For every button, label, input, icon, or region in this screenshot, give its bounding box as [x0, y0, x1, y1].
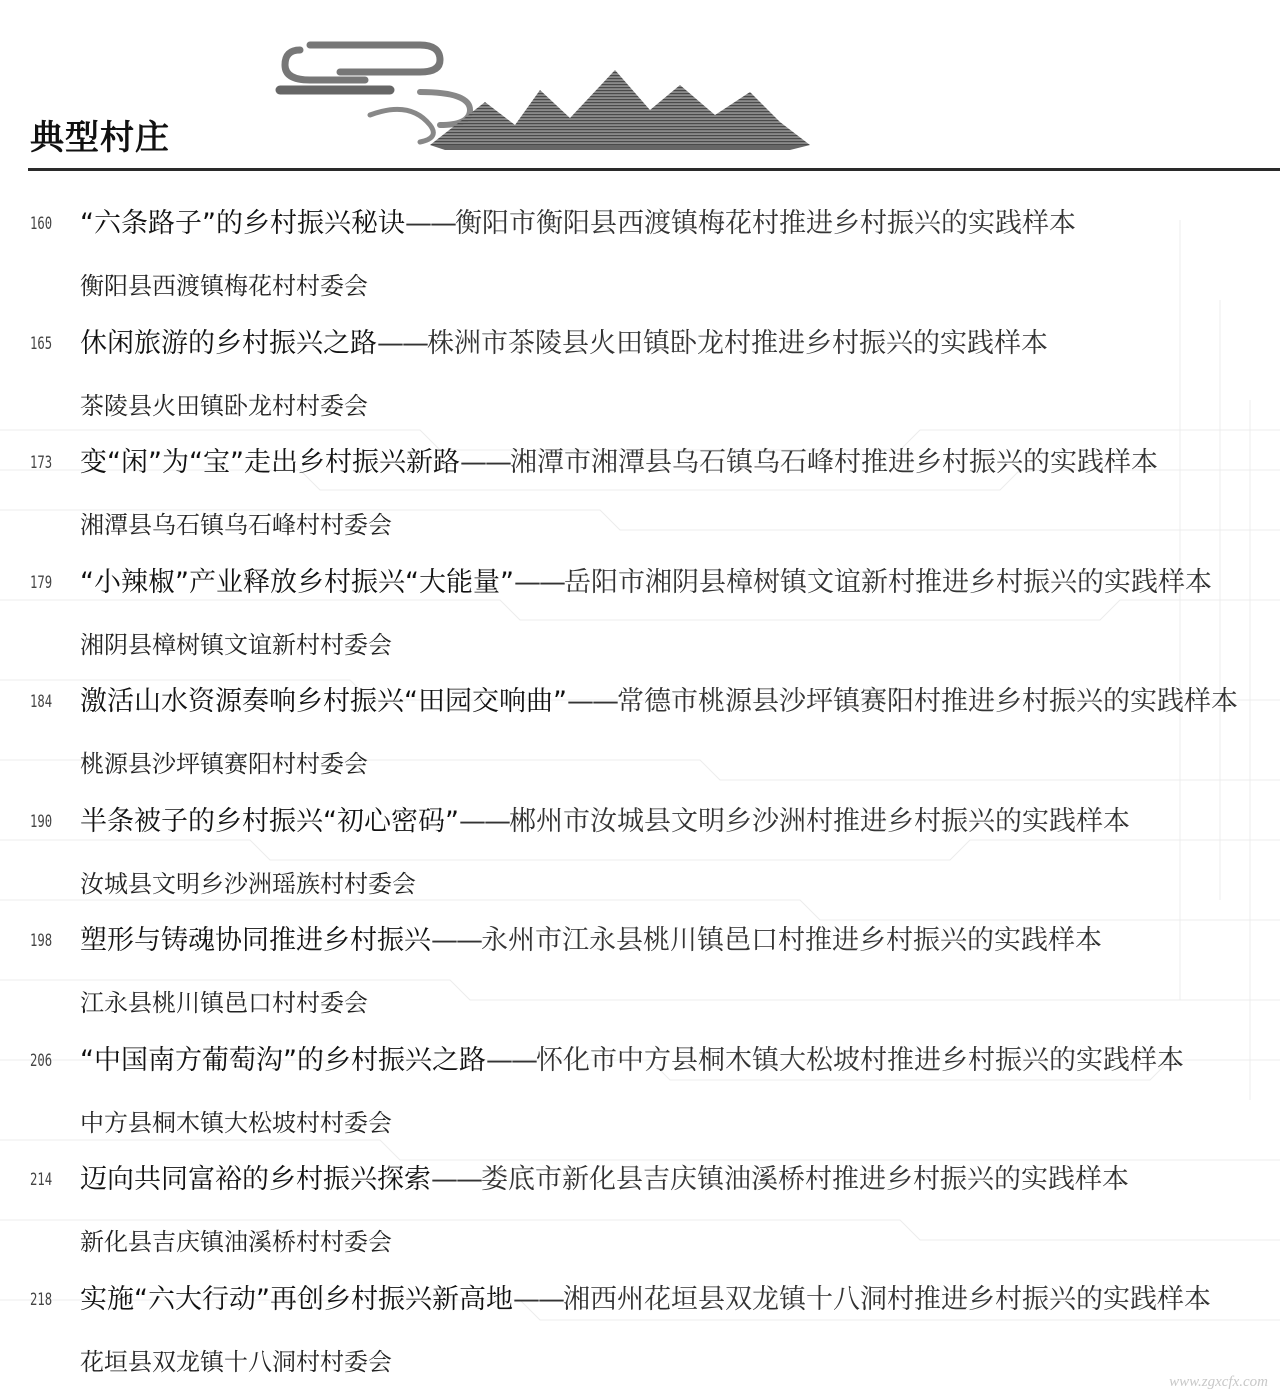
toc-entry[interactable] — [0, 798, 1280, 918]
toc-entry[interactable] — [0, 200, 1280, 320]
entry-title — [80, 1282, 1211, 1318]
entry-title — [80, 804, 1130, 840]
section-title: 典型村庄 — [30, 118, 170, 158]
entry-subtitle: 株洲市茶陵县火田镇卧龙村推进乡村振兴的实践样本 — [427, 327, 1048, 359]
page-number: 184 — [30, 692, 53, 712]
entry-title — [80, 206, 1076, 242]
entry-title — [80, 1043, 1184, 1079]
mountain-range-icon — [430, 70, 810, 150]
entry-main-title: 塑形与铸魂协同推进乡村振兴 — [80, 925, 431, 956]
entry-author: 中方县桐木镇大松坡村村委会 — [80, 1108, 392, 1137]
page-number: 206 — [30, 1050, 53, 1071]
entry-main-title: “中国南方葡萄沟”的乡村振兴之路 — [80, 1044, 486, 1076]
entry-author: 衡阳县西渡镇梅花村村委会 — [80, 272, 368, 300]
entry-subtitle: 娄底市新化县吉庆镇油溪桥村推进乡村振兴的实践样本 — [481, 1164, 1129, 1195]
watermark: www.zgxcfx.com — [1169, 1374, 1268, 1390]
page-number: 198 — [30, 931, 53, 951]
entry-subtitle: 常德市桃源县沙坪镇赛阳村推进乡村振兴的实践样本 — [616, 686, 1238, 717]
header-illustration — [270, 30, 830, 170]
entry-title — [80, 684, 1238, 720]
entry-subtitle: 衡阳市衡阳县西渡镇梅花村推进乡村振兴的实践样本 — [454, 208, 1076, 239]
toc-entry[interactable] — [0, 439, 1280, 559]
entry-main-title: 激活山水资源奏响乡村振兴“田园交响曲” — [80, 686, 567, 717]
entry-title — [80, 1162, 1129, 1198]
entry-author: 茶陵县火田镇卧龙村村委会 — [80, 391, 368, 420]
page-number: 218 — [30, 1289, 53, 1310]
title-separator: —— — [404, 208, 455, 239]
entry-subtitle: 怀化市中方县桐木镇大松坡村推进乡村振兴的实践样本 — [535, 1044, 1184, 1076]
entry-subtitle: 岳阳市湘阴县樟树镇文谊新村推进乡村振兴的实践样本 — [563, 566, 1212, 598]
toc-entry[interactable] — [0, 917, 1280, 1037]
title-separator: —— — [458, 805, 509, 837]
title-separator: —— — [485, 1044, 536, 1076]
page-number: 165 — [30, 333, 53, 354]
page-number: 214 — [30, 1170, 53, 1190]
page-number: 190 — [30, 811, 53, 832]
toc-entry[interactable] — [0, 1037, 1280, 1157]
entry-author: 新化县吉庆镇油溪桥村村委会 — [80, 1228, 392, 1256]
page-number: 160 — [30, 214, 53, 234]
entry-title — [80, 445, 1158, 481]
entry-author: 花垣县双龙镇十八洞村村委会 — [80, 1347, 392, 1376]
toc-entry[interactable] — [0, 320, 1280, 440]
table-of-contents — [0, 200, 1280, 1395]
entry-title — [80, 565, 1212, 601]
toc-entry[interactable] — [0, 678, 1280, 798]
entry-author: 江永县桃川镇邑口村村委会 — [80, 989, 368, 1017]
entry-main-title: “六条路子”的乡村振兴秘诀 — [80, 208, 405, 239]
cloud-swirl-icon — [280, 45, 470, 142]
entry-main-title: 实施“六大行动”再创乡村振兴新高地 — [80, 1283, 513, 1315]
entry-subtitle: 郴州市汝城县文明乡沙洲村推进乡村振兴的实践样本 — [508, 805, 1130, 837]
entry-main-title: 半条被子的乡村振兴“初心密码” — [80, 805, 459, 837]
toc-entry[interactable] — [0, 1276, 1280, 1395]
toc-entry[interactable] — [0, 1156, 1280, 1276]
title-separator: —— — [513, 566, 564, 598]
entry-author: 汝城县文明乡沙洲瑶族村村委会 — [80, 869, 416, 898]
entry-author: 湘阴县樟树镇文谊新村村委会 — [80, 630, 392, 659]
entry-subtitle: 湘西州花垣县双龙镇十八洞村推进乡村振兴的实践样本 — [562, 1283, 1211, 1315]
page-number: 173 — [30, 453, 53, 473]
toc-entry[interactable] — [0, 559, 1280, 679]
entry-main-title: 变“闲”为“宝”走出乡村振兴新路 — [80, 447, 460, 478]
title-separator: —— — [431, 925, 481, 956]
title-separator: —— — [512, 1283, 563, 1315]
entry-author: 桃源县沙坪镇赛阳村村委会 — [80, 750, 368, 778]
title-separator: —— — [459, 447, 510, 478]
entry-subtitle: 湘潭市湘潭县乌石镇乌石峰村推进乡村振兴的实践样本 — [509, 447, 1158, 478]
entry-title — [80, 923, 1102, 959]
entry-main-title: “小辣椒”产业释放乡村振兴“大能量” — [80, 566, 514, 598]
title-separator: —— — [431, 1164, 481, 1195]
page-number: 179 — [30, 572, 53, 593]
entry-main-title: 休闲旅游的乡村振兴之路 — [80, 327, 377, 359]
title-separator: —— — [566, 686, 617, 717]
entry-title — [80, 326, 1048, 362]
entry-main-title: 迈向共同富裕的乡村振兴探索 — [80, 1164, 431, 1195]
title-divider — [28, 168, 1280, 171]
entry-author: 湘潭县乌石镇乌石峰村村委会 — [80, 511, 392, 539]
entry-subtitle: 永州市江永县桃川镇邑口村推进乡村振兴的实践样本 — [481, 925, 1102, 956]
title-separator: —— — [377, 327, 427, 359]
